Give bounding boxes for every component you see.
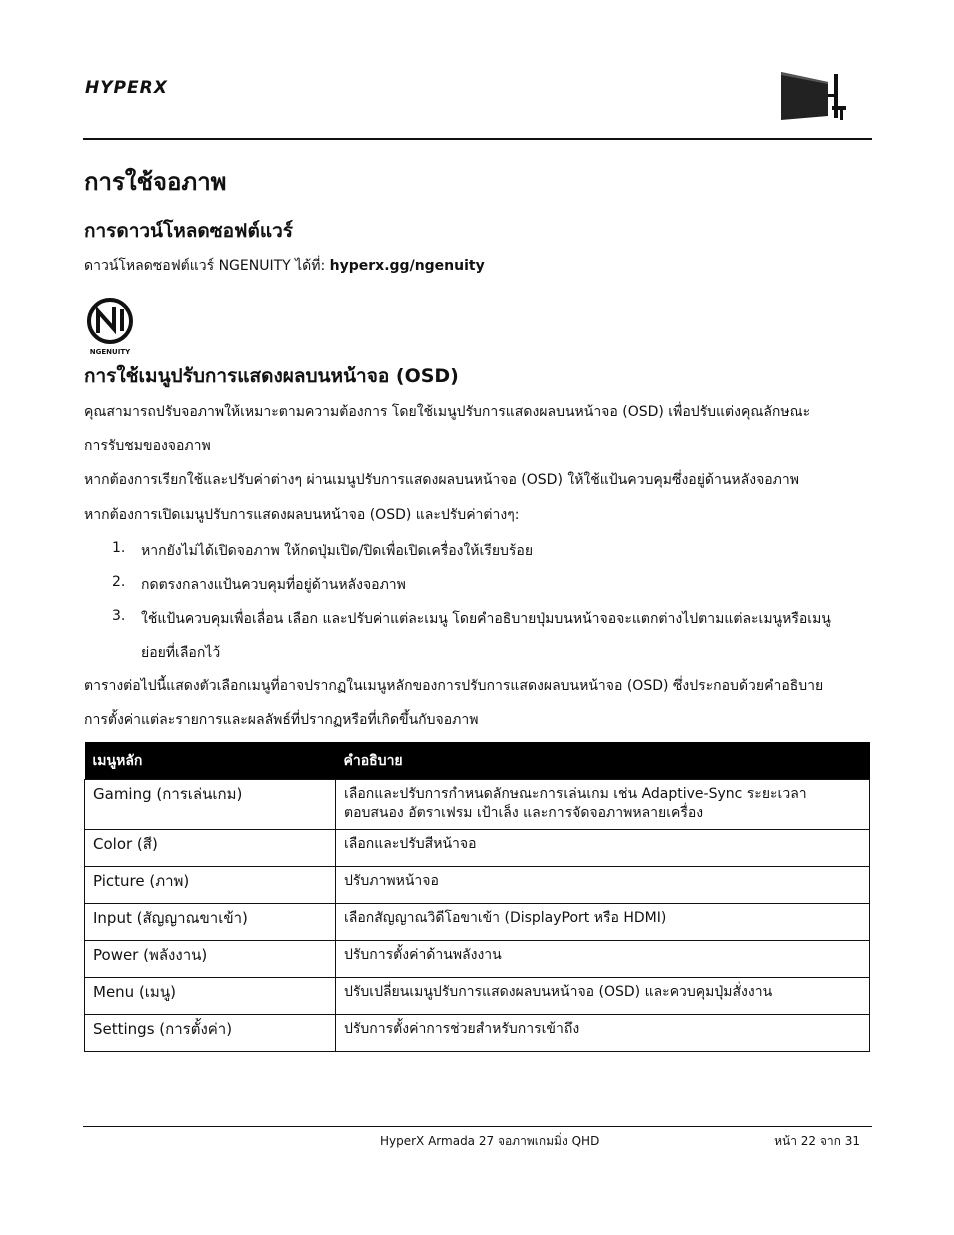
table-intro-line2: การตั้งค่าแต่ละรายการและผลลัพธ์ที่ปรากฏหรือที่เกิดขึ้นกับจอภาพ (84, 712, 479, 728)
table-cell-description: เลือกสัญญาณวิดีโอขาเข้า (DisplayPort หรือ HDMI) (336, 904, 870, 941)
download-text-prefix: ดาวน์โหลดซอฟต์แวร์ NGENUITY ได้ที่: (84, 258, 330, 274)
table-cell-description: ปรับการตั้งค่าการช่วยสำหรับการเข้าถึง (336, 1015, 870, 1052)
table-cell-description: ปรับภาพหน้าจอ (336, 867, 870, 904)
osd-intro-line2: การรับชมของจอภาพ (84, 438, 211, 454)
step-number: 2. (112, 574, 126, 590)
osd-intro-line1: คุณสามารถปรับจอภาพให้เหมาะตามความต้องการ โดยใช้เมนูปรับการแสดงผลบนหน้าจอ (OSD) เพื่อปรับแต่งคุณลักษณะ (84, 404, 811, 420)
osd-menu-table (84, 742, 870, 1052)
table-intro-line1: ตารางต่อไปนี้แสดงตัวเลือกเมนูที่อาจปรากฏในเมนูหลักของการปรับการแสดงผลบนหน้าจอ (OSD) ซึ่งประกอบด้วยคำอธิบาย (84, 678, 824, 694)
step-number: 1. (112, 540, 126, 556)
footer-divider (83, 1126, 872, 1127)
table-header-menu: เมนูหลัก (85, 742, 336, 780)
footer-page-number: หน้า 22 จาก 31 (774, 1134, 860, 1148)
footer-document-title: HyperX Armada 27 จอภาพเกมมิ่ง QHD (380, 1134, 600, 1148)
monitor-arm-icon (778, 70, 850, 124)
table-cell-menu: Color (สี) (85, 830, 336, 867)
table-cell-description: ปรับการตั้งค่าด้านพลังงาน (336, 941, 870, 978)
table-cell-menu: Gaming (การเล่นเกม) (85, 780, 336, 830)
download-text (84, 257, 485, 275)
table-row (85, 830, 870, 867)
table-cell-description: เลือกและปรับสีหน้าจอ (336, 830, 870, 867)
table-row (85, 1015, 870, 1052)
step-text: หากยังไม่ได้เปิดจอภาพ ให้กดปุ่มเปิด/ปิดเพื่อเปิดเครื่องให้เรียบร้อย (141, 543, 534, 559)
download-heading: การดาวน์โหลดซอฟต์แวร์ (84, 220, 293, 242)
hyperx-logo: HYPERX (85, 78, 168, 98)
description-line: เลือกและปรับการกำหนดลักษณะการเล่นเกม เช่น Adaptive-Sync ระยะเวลา (344, 786, 807, 802)
osd-access-text: หากต้องการเรียกใช้และปรับค่าต่างๆ ผ่านเมนูปรับการแสดงผลบนหน้าจอ (OSD) ให้ใช้แป้นควบคุมซึ่งอยู่ด้านหลังจอภาพ (84, 472, 800, 488)
table-row (85, 867, 870, 904)
step-text: ใช้แป้นควบคุมเพื่อเลื่อน เลือก และปรับค่าแต่ละเมนู โดยคำอธิบายปุ่มบนหน้าจอจะแตกต่างไปตามแต่ละเมนูหรือเมนู (141, 611, 831, 627)
download-link[interactable]: hyperx.gg/ngenuity (329, 258, 485, 274)
page-title: การใช้จอภาพ (84, 168, 227, 196)
table-row (85, 780, 870, 830)
table-header-row (85, 742, 870, 780)
table-header-description: คำอธิบาย (336, 742, 870, 780)
osd-open-text: หากต้องการเปิดเมนูปรับการแสดงผลบนหน้าจอ (OSD) และปรับค่าต่างๆ: (84, 507, 520, 523)
table-row (85, 941, 870, 978)
table-cell-menu: Input (สัญญาณขาเข้า) (85, 904, 336, 941)
ngenuity-logo-icon (84, 297, 136, 357)
step-text-continued: ย่อยที่เลือกไว้ (141, 645, 221, 661)
table-row (85, 904, 870, 941)
table-cell-menu: Settings (การตั้งค่า) (85, 1015, 336, 1052)
description-line: ตอบสนอง อัตราเฟรม เป้าเล็ง และการจัดจอภาพหลายเครื่อง (344, 805, 704, 821)
table-cell-menu: Menu (เมนู) (85, 978, 336, 1015)
table-cell-description (336, 780, 870, 830)
step-text: กดตรงกลางแป้นควบคุมที่อยู่ด้านหลังจอภาพ (141, 577, 406, 593)
table-cell-menu: Picture (ภาพ) (85, 867, 336, 904)
ngenuity-logo-caption: NGENUITY (89, 348, 131, 356)
table-cell-menu: Power (พลังงาน) (85, 941, 336, 978)
table-row (85, 978, 870, 1015)
step-number: 3. (112, 608, 126, 624)
osd-heading: การใช้เมนูปรับการแสดงผลบนหน้าจอ (OSD) (84, 365, 459, 387)
table-cell-description: ปรับเปลี่ยนเมนูปรับการแสดงผลบนหน้าจอ (OSD) และควบคุมปุ่มสั่งงาน (336, 978, 870, 1015)
header-divider (83, 138, 872, 140)
